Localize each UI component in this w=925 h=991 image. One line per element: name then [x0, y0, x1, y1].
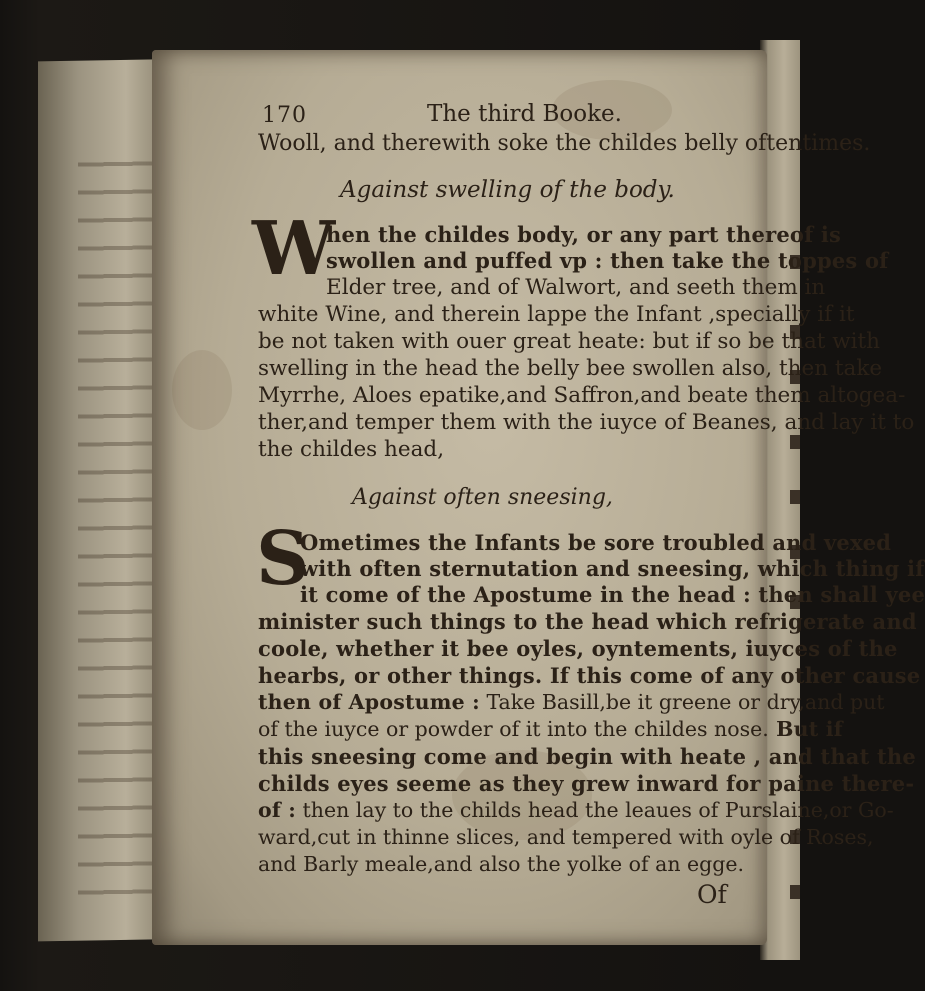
text-line: and Barly meale,and also the yolke of an egge.: [258, 852, 745, 876]
text-line: this sneesing come and begin with heate , and that the: [258, 744, 916, 769]
text-line: it come of the Apostume in the head : then shall yee: [300, 582, 925, 607]
text-line: of the iuyce or powder of it into the childes nose. But if: [258, 717, 843, 741]
text-line: white Wine, and therein lappe the Infant ,specially if it: [258, 302, 855, 327]
running-head: [262, 103, 732, 131]
text-line: swelling in the head the belly bee swollen also, then take: [258, 356, 883, 381]
text-line: Elder tree, and of Walwort, and seeth them in: [326, 275, 826, 300]
text-line: Myrrhe, Aloes epatike,and Saffron,and beate them altogea-: [258, 383, 906, 408]
text-line: with often sternutation and sneesing, which thing if: [300, 556, 925, 581]
text-line: coole, whether it bee oyles, oyntements, iuyces of the: [258, 636, 898, 661]
drop-capital: S: [256, 516, 310, 602]
text-line: childs eyes seeme as they grew inward for paine there-: [258, 771, 915, 796]
text-line: of : then lay to the childs head the leaues of Purslaine,or Go-: [258, 798, 894, 822]
text-line: Wooll, and therewith soke the childes belly oftentimes.: [258, 131, 871, 156]
page-number: 170: [262, 103, 307, 128]
running-title: The third Booke.: [427, 101, 622, 127]
text-line: be not taken with ouer great heate: but if so be that with: [258, 329, 881, 354]
text-line: ther,and temper them with the iuyce of Beanes, and lay it to: [258, 410, 915, 435]
text-line: swollen and puffed vp : then take the toppes of: [326, 248, 889, 273]
drop-capital: W: [252, 206, 336, 292]
catchword: Of: [697, 880, 727, 909]
text-line: hearbs, or other things. If this come of any other cause: [258, 663, 921, 688]
section-heading: Against swelling of the body.: [340, 177, 675, 203]
text-line: Ometimes the Infants be sore troubled and vexed: [300, 530, 892, 555]
text-line: hen the childes body, or any part thereof is: [326, 222, 842, 247]
section-heading: Against often sneesing,: [352, 485, 613, 510]
text-line: minister such things to the head which refrigerate and: [258, 609, 917, 634]
text-line: ward,cut in thinne slices, and tempered with oyle of Roses,: [258, 825, 874, 849]
text-line: then of Apostume : Take Basill,be it greene or dry,and put: [258, 690, 885, 714]
text-line: the childes head,: [258, 437, 445, 462]
